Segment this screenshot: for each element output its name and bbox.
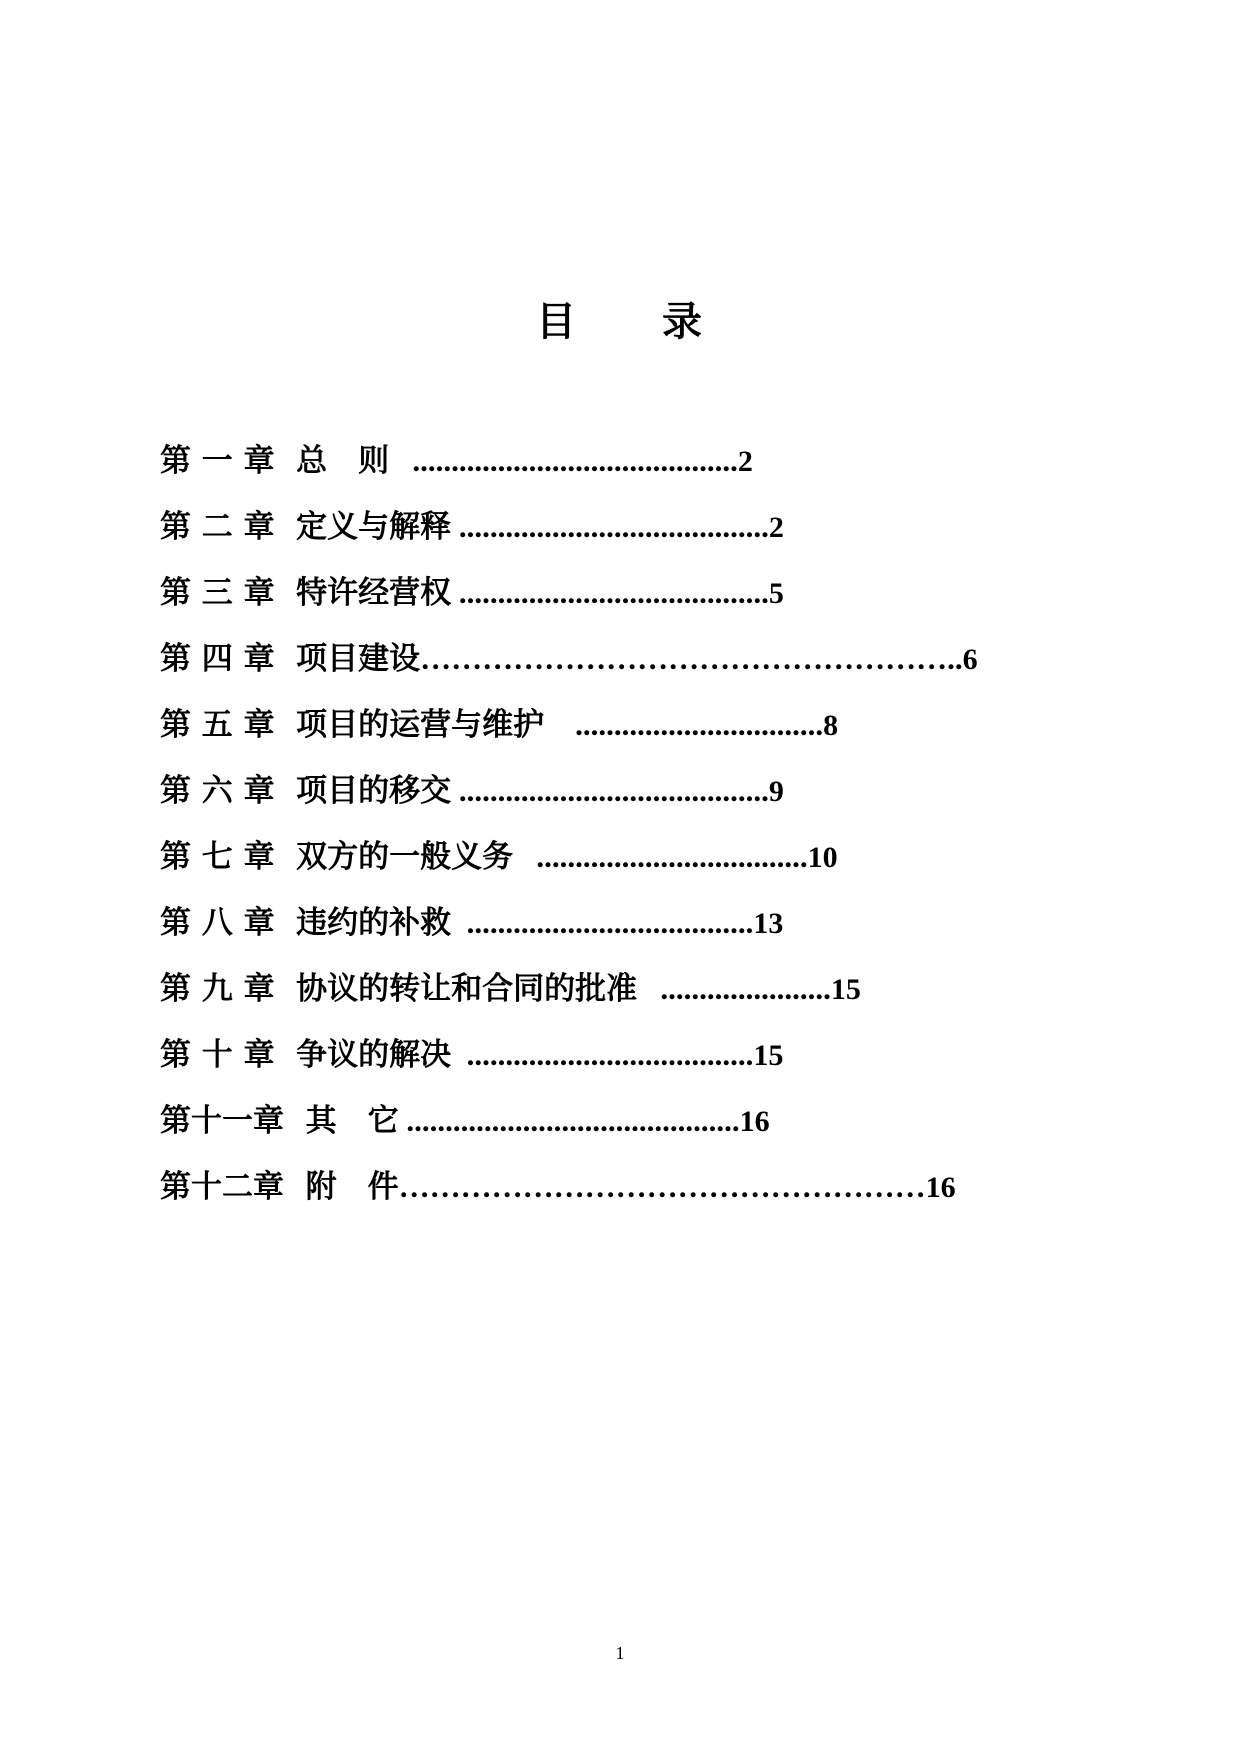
toc-page-number: 10 [807,841,838,874]
toc-chapter-title: 第 九 章 协议的转让和合同的批准 [160,971,638,1007]
toc-dot-leader: ........................................ [451,575,769,610]
toc-entry-chapter-7[interactable] [160,824,1060,890]
toc-entry-chapter-2[interactable] [160,494,1060,560]
toc-entry-chapter-1[interactable] [160,428,1060,494]
toc-chapter-title: 第十一章 其 它 [160,1103,399,1139]
page-title: 目 录 [536,299,704,345]
table-of-contents [160,428,1060,1220]
toc-dot-leader: ................................... [513,839,808,874]
toc-dot-leader: ..................................... [451,905,754,940]
toc-dot-leader: ..................................... [451,1037,754,1072]
toc-entry-chapter-10[interactable] [160,1022,1060,1088]
toc-dot-leader: ................................ [544,707,824,742]
toc-entry-chapter-4[interactable] [160,626,1060,692]
toc-page-number: 5 [768,577,784,610]
toc-chapter-title: 第 四 章 项目建设 [160,641,421,677]
toc-chapter-title: 第 六 章 项目的移交 [160,773,452,809]
toc-page-number: 6 [962,643,978,676]
toc-page-number: 8 [823,709,839,742]
toc-entry-chapter-3[interactable] [160,560,1060,626]
toc-dot-leader: …………………………………………….. [420,641,963,676]
toc-dot-leader: ...................... [637,971,831,1006]
toc-chapter-title: 第 五 章 项目的运营与维护 [160,707,545,743]
toc-chapter-title: 第十二章 附 件 [160,1169,399,1205]
toc-entry-chapter-6[interactable] [160,758,1060,824]
toc-chapter-title: 第 三 章 特许经营权 [160,575,452,611]
toc-page-number: 15 [830,973,861,1006]
toc-chapter-title: 第 一 章 总 则 [160,443,390,479]
footer-page-number: 1 [615,1643,625,1663]
toc-entry-chapter-12[interactable] [160,1154,1060,1220]
toc-page-number: 2 [768,511,784,544]
toc-page-number: 9 [768,775,784,808]
toc-dot-leader: ........................................ [451,773,769,808]
toc-chapter-title: 第 十 章 争议的解决 [160,1037,452,1073]
toc-dot-leader: ........................................... [398,1103,740,1138]
toc-page-number: 2 [737,445,753,478]
toc-chapter-title: 第 七 章 双方的一般义务 [160,839,514,875]
toc-entry-chapter-9[interactable] [160,956,1060,1022]
toc-entry-chapter-11[interactable] [160,1088,1060,1154]
toc-dot-leader: ........................................ [451,509,769,544]
toc-chapter-title: 第 二 章 定义与解释 [160,509,452,545]
toc-dot-leader: .......................................... [389,443,738,478]
toc-page-number: 16 [739,1105,770,1138]
toc-entry-chapter-8[interactable] [160,890,1060,956]
toc-entry-chapter-5[interactable] [160,692,1060,758]
toc-page-number: 13 [753,907,784,940]
toc-dot-leader: …………………………………………… [398,1169,926,1204]
toc-page-number: 16 [925,1171,956,1204]
toc-chapter-title: 第 八 章 违约的补救 [160,905,452,941]
toc-page-number: 15 [753,1039,784,1072]
